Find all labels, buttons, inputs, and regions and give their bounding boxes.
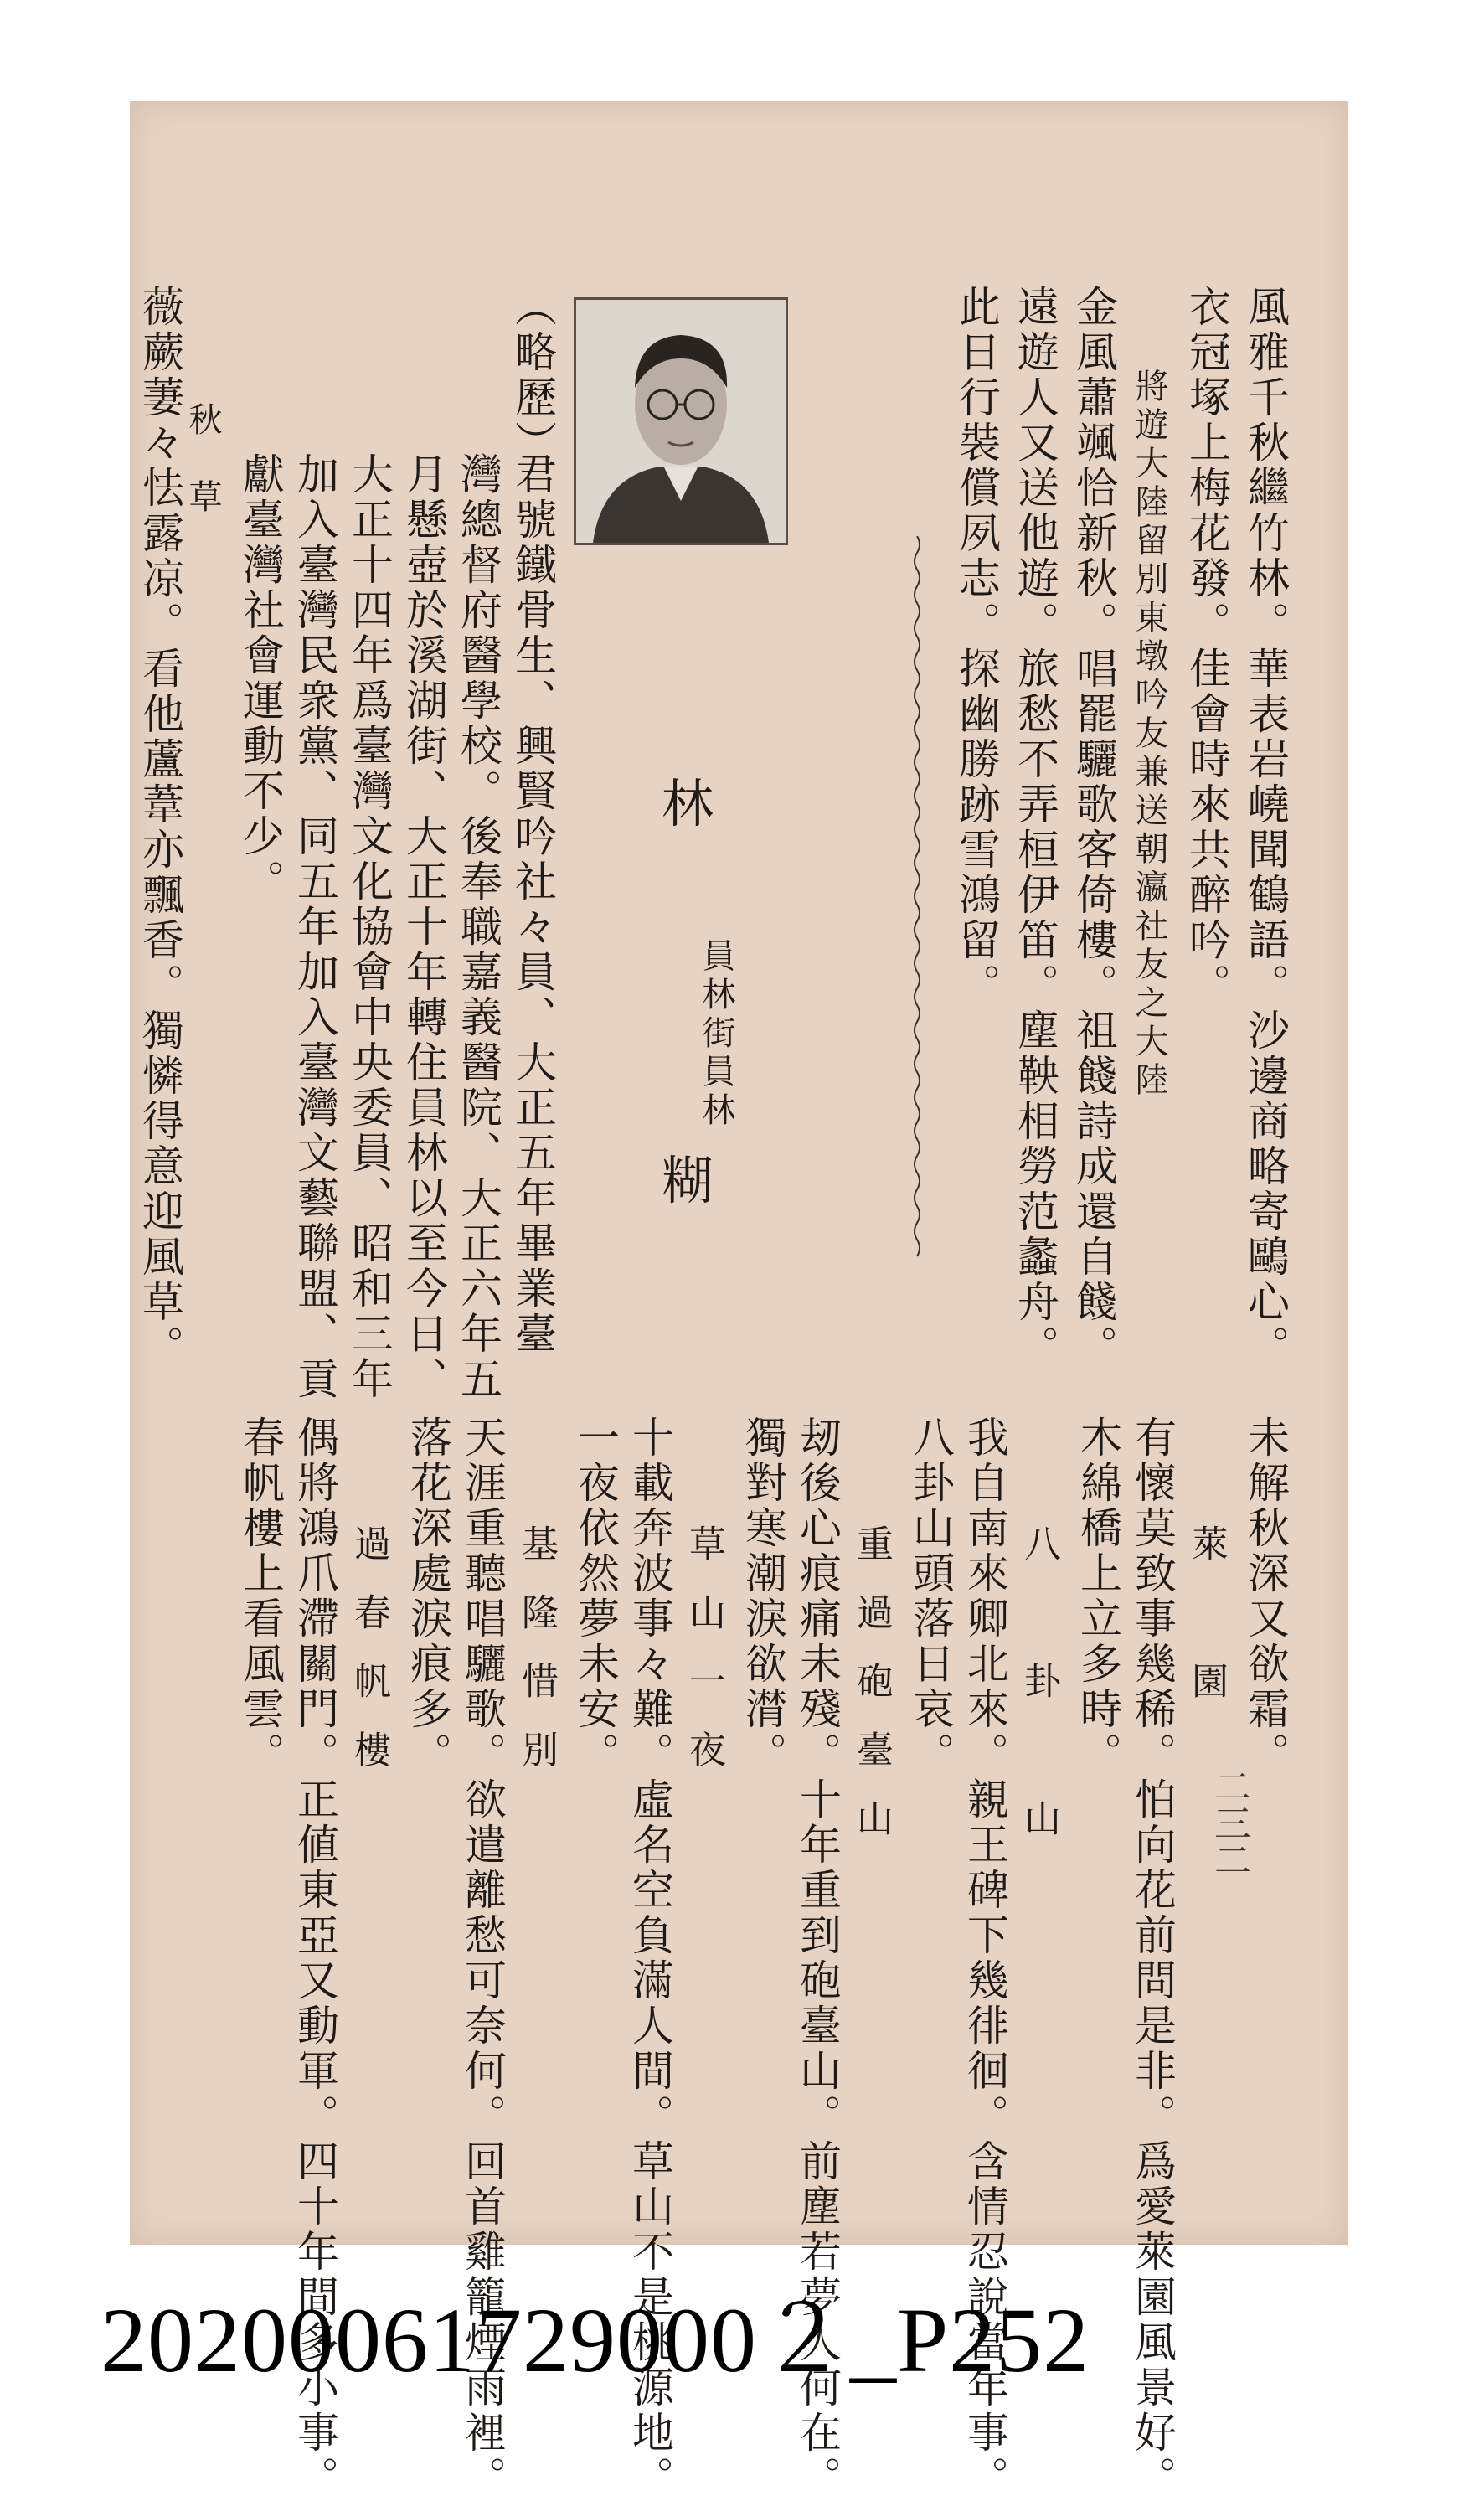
bio-line-1: 君號鐵骨生、興賢吟社々員、大正五年畢業臺 xyxy=(508,452,557,1357)
bio-line-4: 大正十四年爲臺灣文化協會中央委員、昭和三年 xyxy=(345,452,394,1402)
wavy-separator xyxy=(909,536,925,1265)
caoshan-title: 草山一夜 xyxy=(683,1524,725,1799)
paotai-title: 重過砲臺山 xyxy=(850,1524,893,1868)
paotai-line-1: 刼後心痕痛未殘。十年重到砲臺山。前塵若夢人何在。 xyxy=(793,1416,842,2501)
cont-line: 未解秋深又欲霜。 xyxy=(1241,1416,1290,1777)
bagua-line-2: 八卦山頭落日哀。 xyxy=(906,1416,955,1777)
poem2-line-2: 遠遊人又送他遊。旅愁不弄桓伊笛。塵鞅相勞范蠡舟。 xyxy=(1011,285,1059,1370)
bio-line-6: 獻臺灣社會運動不少。 xyxy=(236,452,285,905)
bio-line-2: 灣總督府醫學校。後奉職嘉義醫院、大正六年五 xyxy=(454,452,502,1402)
poem3-line-1: 薇蕨萋々怯露凉。看他蘆葦亦飄香。獨憐得意迎風草。 xyxy=(136,285,184,1370)
bio-line-3: 月懸壺於溪湖街、大正十年轉住員林以至今日、 xyxy=(399,452,448,1402)
chunfan-title: 過春帆樓 xyxy=(348,1524,390,1799)
keelung-line-2: 落花深處淚痕多。 xyxy=(404,1416,452,1777)
page-number: 二三二 xyxy=(1208,1767,1250,1878)
portrait-photo xyxy=(574,297,788,545)
laiyuan-title: 萊 園 xyxy=(1185,1524,1228,1730)
laiyuan-line-2: 木綿橋上立多時。 xyxy=(1074,1416,1122,1777)
bagua-line-1: 我自南來卿北來。親王碑下幾徘徊。含情忍說當年事。 xyxy=(961,1416,1009,2501)
poem2-line-1: 金風蕭颯恰新秋。唱罷驪歌客倚樓。祖餞詩成還自餞。 xyxy=(1069,285,1118,1370)
name-lin: 林 xyxy=(662,773,714,834)
name-hu: 糊 xyxy=(662,1150,714,1211)
poem2-line-3: 此日行裝償夙志。探幽勝跡雪鴻留。 xyxy=(952,285,1001,1008)
caoshan-line-2: 一夜依然夢未安。 xyxy=(571,1416,620,1777)
bagua-title: 八 卦 山 xyxy=(1018,1524,1060,1868)
keelung-line-1: 天涯重聽唱驪歌。欲遣離愁可奈何。回首雞籠煙雨裡。 xyxy=(458,1416,507,2501)
laiyuan-line-1: 有懷莫致事幾稀。怕向花前問是非。爲愛萊園風景好。 xyxy=(1128,1416,1177,2501)
poem3-title: 秋 草 xyxy=(183,402,222,518)
archive-caption: 20200061729000２_P252 xyxy=(100,2289,1090,2391)
chunfan-line-1: 偶將鴻爪滯關門。正値東亞又動軍。四十年間多小事。 xyxy=(291,1416,339,2501)
chunfan-line-2: 春帆樓上看風雲。 xyxy=(236,1416,285,1777)
poem1-line-2: 衣冠塚上梅花發。佳會時來共醉吟。 xyxy=(1183,285,1231,1008)
caoshan-line-1: 十載奔波事々難。虛名空負滿人間。草山不是桃源地。 xyxy=(626,1416,674,2501)
address: 員林街員林 xyxy=(697,938,735,1131)
portrait-figure-icon xyxy=(576,300,786,543)
keelung-title: 基隆惜別 xyxy=(515,1524,558,1799)
poem1-line-1: 風雅千秋繼竹林。華表岩嶢聞鶴語。沙邊商略寄鷗心。 xyxy=(1241,285,1290,1370)
poem2-title: 將遊大陸留別東墩吟友兼送朝瀛社友之大陸 xyxy=(1130,369,1168,1101)
bio-line-5: 加入臺灣民衆黨、同五年加入臺灣文藝聯盟、貢 xyxy=(291,452,339,1402)
paotai-line-2: 獨對寒潮淚欲潸。 xyxy=(739,1416,787,1777)
bio-label: （略歷） xyxy=(508,285,557,466)
